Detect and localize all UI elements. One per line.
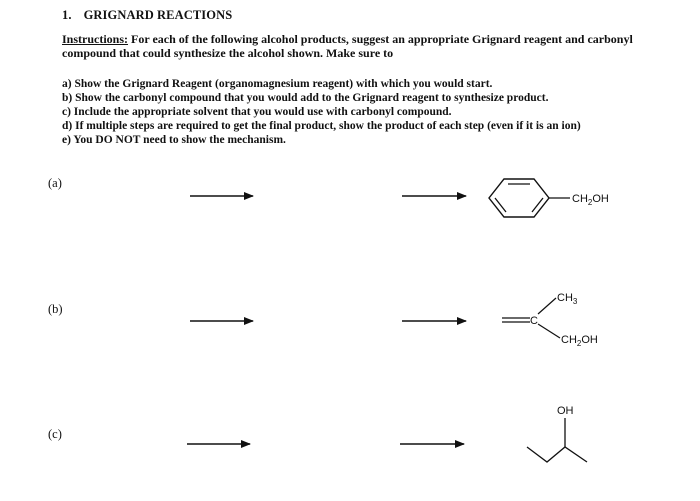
- benzene-ring: [489, 179, 549, 217]
- part-a-ch2oh-label: $CH_2OH$: [572, 193, 609, 207]
- question-title: GRIGNARD REACTIONS: [83, 8, 233, 22]
- part-b-product: [502, 292, 598, 348]
- part-c-scheme: [187, 405, 587, 462]
- part-c-label: (c): [48, 427, 62, 441]
- instructions-lead: Instructions:: [62, 32, 129, 46]
- part-a-scheme: [190, 179, 609, 217]
- requirement-item: e) You DO NOT need to show the mechanism.: [62, 134, 286, 146]
- part-c-oh-label: OH: [557, 405, 574, 417]
- part-b-carbon-label: C: [530, 315, 538, 327]
- benzene-double-bond: [532, 198, 543, 212]
- requirement-item: a) Show the Grignard Reagent (organomagnesium reagent) with which you would start.: [62, 78, 493, 90]
- part-b-label: (b): [48, 302, 63, 316]
- methyl-bond: [538, 298, 556, 314]
- part-b-methyl-label: $CH_3$: [557, 292, 578, 306]
- requirement-item: b) Show the carbonyl compound that you would add to the Grignard reagent to synthesize product.: [62, 92, 549, 104]
- requirement-item: c) Include the appropriate solvent that you would use with carbonyl compound.: [62, 106, 452, 118]
- part-c-product: [527, 405, 587, 462]
- part-b-ch2oh-label: $CH_2OH$: [561, 334, 598, 348]
- instructions-text: For each of the following alcohol products, suggest an appropriate Grignard reagent and carbonyl compound that could synthesize the alcohol shown. Make sure to: [62, 32, 633, 60]
- question-number: 1.: [62, 8, 72, 22]
- part-b-scheme: [190, 292, 598, 348]
- carbon-skeleton: [527, 447, 587, 462]
- part-a-label: (a): [48, 176, 62, 190]
- hydroxymethyl-bond: [538, 324, 560, 338]
- benzene-double-bond: [495, 198, 506, 212]
- requirement-item: d) If multiple steps are required to get the final product, show the product of each step (even if it is an ion): [62, 120, 581, 132]
- part-a-product: [489, 179, 609, 217]
